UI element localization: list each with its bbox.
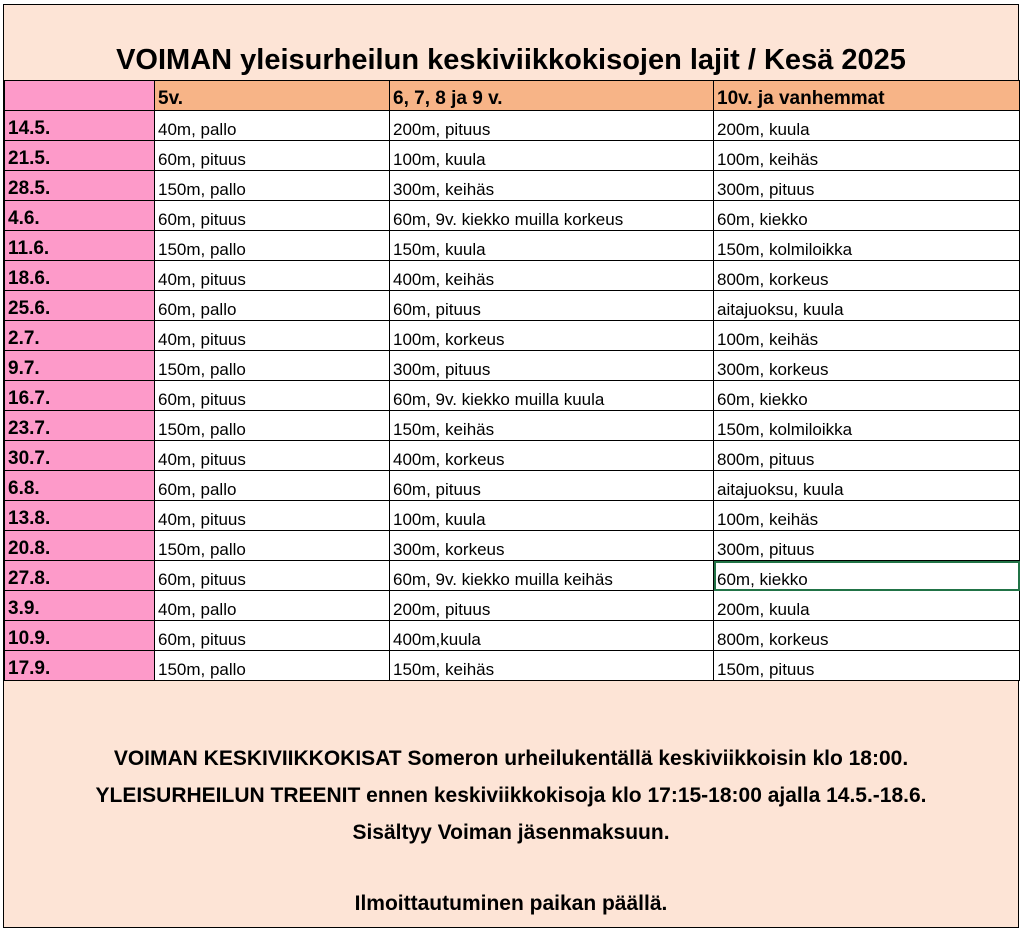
age-6-9-cell[interactable]: 60m, 9v. kiekko muilla keihäs	[390, 561, 714, 591]
table-row	[5, 621, 1020, 651]
age-10-plus-cell[interactable]: 60m, kiekko	[714, 381, 1020, 411]
age-6-9-cell[interactable]: 150m, kuula	[390, 231, 714, 261]
date-cell[interactable]: 30.7.	[5, 441, 155, 471]
age-5-cell[interactable]: 150m, pallo	[155, 531, 390, 561]
age-10-plus-cell[interactable]: aitajuoksu, kuula	[714, 291, 1020, 321]
age-5-cell[interactable]: 60m, pallo	[155, 291, 390, 321]
schedule-sheet	[3, 4, 1019, 928]
date-cell[interactable]: 23.7.	[5, 411, 155, 441]
table-row	[5, 561, 1020, 591]
date-cell[interactable]: 20.8.	[5, 531, 155, 561]
table-row	[5, 111, 1020, 141]
table-row	[5, 531, 1020, 561]
header-cell-date[interactable]	[5, 81, 155, 111]
age-5-cell[interactable]: 60m, pituus	[155, 621, 390, 651]
age-10-plus-cell[interactable]: 100m, keihäs	[714, 501, 1020, 531]
age-6-9-cell[interactable]: 400m,kuula	[390, 621, 714, 651]
footer-line-training: YLEISURHEILUN TREENIT ennen keskiviikkokisoja klo 17:15-18:00 ajalla 14.5.-18.6.	[95, 784, 927, 807]
age-5-cell[interactable]: 40m, pallo	[155, 591, 390, 621]
table-row	[5, 351, 1020, 381]
date-cell[interactable]: 6.8.	[5, 471, 155, 501]
age-10-plus-cell[interactable]: 800m, pituus	[714, 441, 1020, 471]
date-cell[interactable]: 21.5.	[5, 141, 155, 171]
age-10-plus-cell[interactable]: 100m, keihäs	[714, 141, 1020, 171]
date-cell[interactable]: 3.9.	[5, 591, 155, 621]
age-6-9-cell[interactable]: 200m, pituus	[390, 111, 714, 141]
age-5-cell[interactable]: 40m, pallo	[155, 111, 390, 141]
age-6-9-cell[interactable]: 150m, keihäs	[390, 651, 714, 681]
date-cell[interactable]: 9.7.	[5, 351, 155, 381]
table-row	[5, 501, 1020, 531]
age-6-9-cell[interactable]: 100m, korkeus	[390, 321, 714, 351]
date-cell[interactable]: 14.5.	[5, 111, 155, 141]
age-10-plus-cell[interactable]: 300m, pituus	[714, 531, 1020, 561]
table-row	[5, 381, 1020, 411]
footer-line-registration: Ilmoittautuminen paikan päällä.	[354, 892, 668, 915]
header-row	[5, 81, 1020, 111]
age-10-plus-cell[interactable]: 150m, kolmiloikka	[714, 411, 1020, 441]
table-row	[5, 441, 1020, 471]
age-5-cell[interactable]: 60m, pituus	[155, 201, 390, 231]
table-row	[5, 321, 1020, 351]
age-6-9-cell[interactable]: 300m, korkeus	[390, 531, 714, 561]
age-5-cell[interactable]: 150m, pallo	[155, 231, 390, 261]
table-row	[5, 201, 1020, 231]
age-10-plus-cell[interactable]: 200m, kuula	[714, 111, 1020, 141]
date-cell[interactable]: 11.6.	[5, 231, 155, 261]
age-6-9-cell[interactable]: 60m, 9v. kiekko muilla korkeus	[390, 201, 714, 231]
table-row	[5, 141, 1020, 171]
age-10-plus-cell[interactable]: 60m, kiekko	[714, 561, 1020, 591]
age-5-cell[interactable]: 150m, pallo	[155, 411, 390, 441]
table-row	[5, 651, 1020, 681]
age-5-cell[interactable]: 40m, pituus	[155, 321, 390, 351]
age-10-plus-cell[interactable]: 100m, keihäs	[714, 321, 1020, 351]
date-cell[interactable]: 4.6.	[5, 201, 155, 231]
date-cell[interactable]: 16.7.	[5, 381, 155, 411]
age-10-plus-cell[interactable]: 150m, pituus	[714, 651, 1020, 681]
date-cell[interactable]: 18.6.	[5, 261, 155, 291]
header-cell-6-9v[interactable]: 6, 7, 8 ja 9 v.	[390, 81, 714, 111]
age-6-9-cell[interactable]: 60m, 9v. kiekko muilla kuula	[390, 381, 714, 411]
date-cell[interactable]: 10.9.	[5, 621, 155, 651]
age-10-plus-cell[interactable]: 150m, kolmiloikka	[714, 231, 1020, 261]
age-10-plus-cell[interactable]: 300m, pituus	[714, 171, 1020, 201]
age-10-plus-cell[interactable]: 300m, korkeus	[714, 351, 1020, 381]
footer-notes	[4, 740, 1018, 922]
table-row	[5, 411, 1020, 441]
age-5-cell[interactable]: 60m, pituus	[155, 381, 390, 411]
age-5-cell[interactable]: 60m, pituus	[155, 561, 390, 591]
age-6-9-cell[interactable]: 60m, pituus	[390, 291, 714, 321]
footer-spacer	[4, 851, 1018, 885]
date-cell[interactable]: 25.6.	[5, 291, 155, 321]
schedule-table	[4, 80, 1020, 681]
table-row	[5, 171, 1020, 201]
table-row	[5, 591, 1020, 621]
age-10-plus-cell[interactable]: 200m, kuula	[714, 591, 1020, 621]
header-cell-10v-plus[interactable]: 10v. ja vanhemmat	[714, 81, 1020, 111]
date-cell[interactable]: 28.5.	[5, 171, 155, 201]
age-6-9-cell[interactable]: 100m, kuula	[390, 141, 714, 171]
age-5-cell[interactable]: 40m, pituus	[155, 261, 390, 291]
page-title: VOIMAN yleisurheilun keskiviikkokisojen lajit / Kesä 2025	[116, 44, 906, 76]
age-6-9-cell[interactable]: 400m, korkeus	[390, 441, 714, 471]
age-5-cell[interactable]: 40m, pituus	[155, 501, 390, 531]
age-10-plus-cell[interactable]: 800m, korkeus	[714, 621, 1020, 651]
age-6-9-cell[interactable]: 400m, keihäs	[390, 261, 714, 291]
header-cell-5v[interactable]: 5v.	[155, 81, 390, 111]
age-5-cell[interactable]: 150m, pallo	[155, 651, 390, 681]
age-5-cell[interactable]: 150m, pallo	[155, 171, 390, 201]
date-cell[interactable]: 27.8.	[5, 561, 155, 591]
schedule-rows	[5, 111, 1020, 681]
age-10-plus-cell[interactable]: 800m, korkeus	[714, 261, 1020, 291]
date-cell[interactable]: 2.7.	[5, 321, 155, 351]
date-cell[interactable]: 13.8.	[5, 501, 155, 531]
age-6-9-cell[interactable]: 300m, keihäs	[390, 171, 714, 201]
age-10-plus-cell[interactable]: aitajuoksu, kuula	[714, 471, 1020, 501]
table-row	[5, 231, 1020, 261]
age-6-9-cell[interactable]: 60m, pituus	[390, 471, 714, 501]
age-5-cell[interactable]: 40m, pituus	[155, 441, 390, 471]
age-6-9-cell[interactable]: 200m, pituus	[390, 591, 714, 621]
age-6-9-cell[interactable]: 150m, keihäs	[390, 411, 714, 441]
footer-line-membership: Sisältyy Voiman jäsenmaksuun.	[352, 821, 670, 844]
age-5-cell[interactable]: 60m, pallo	[155, 471, 390, 501]
age-6-9-cell[interactable]: 100m, kuula	[390, 501, 714, 531]
table-row	[5, 261, 1020, 291]
table-row	[5, 471, 1020, 501]
table-row	[5, 291, 1020, 321]
age-10-plus-cell[interactable]: 60m, kiekko	[714, 201, 1020, 231]
age-5-cell[interactable]: 150m, pallo	[155, 351, 390, 381]
age-5-cell[interactable]: 60m, pituus	[155, 141, 390, 171]
age-6-9-cell[interactable]: 300m, pituus	[390, 351, 714, 381]
footer-line-competitions: VOIMAN KESKIVIIKKOKISAT Someron urheilukentällä keskiviikkoisin klo 18:00.	[113, 747, 909, 770]
date-cell[interactable]: 17.9.	[5, 651, 155, 681]
